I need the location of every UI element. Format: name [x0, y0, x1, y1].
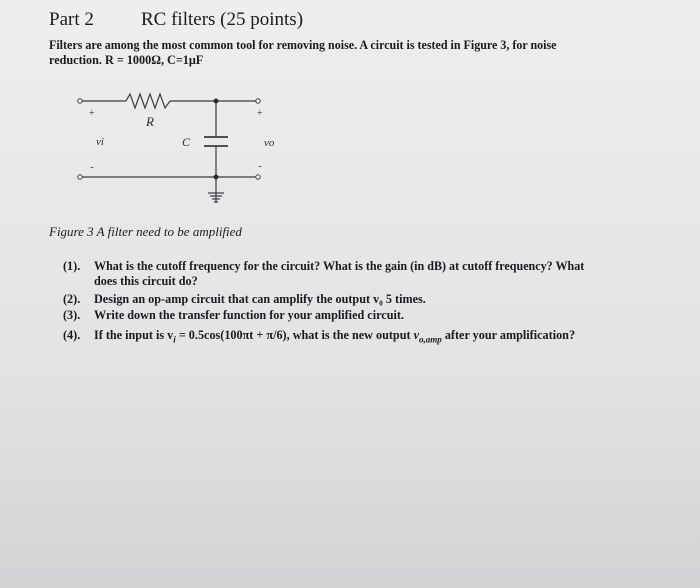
question-4-suffix: after your amplification?: [441, 328, 576, 342]
section-title: RC filters (25 points): [141, 9, 304, 30]
question-4-line-1: If the input is $v_i = 0.5\cos(100\pi t + \pi/6)$, what is the new output $v_{o,amp}$ after your amplification?: [94, 328, 576, 345]
capacitor-label: C: [182, 135, 191, 149]
vi-label: vi: [96, 136, 104, 148]
vo-label: vo: [264, 137, 275, 149]
terminal-in-bottom: [78, 175, 82, 179]
question-4-output-var: v: [413, 328, 420, 342]
junction-top: [214, 99, 219, 104]
figure-caption: Figure 3 A filter need to be amplified: [49, 224, 242, 239]
question-4-number: (4).: [63, 328, 81, 342]
resistor-label: R: [146, 114, 154, 129]
minus-right-label: -: [258, 160, 262, 172]
terminal-out-bottom: [256, 175, 260, 179]
minus-left-label: -: [90, 161, 94, 173]
question-4-output-subscript: o,amp: [419, 334, 442, 345]
intro-line-2: reduction. R = 1000Ω, C=1μF: [49, 53, 204, 67]
plus-right-label: +: [257, 108, 263, 119]
question-4-math: = 0.5cos(100πt + π/6), what is the new output: [175, 328, 414, 342]
plus-left-label: +: [89, 108, 95, 119]
page-shadow: [0, 360, 700, 588]
part-label: Part 2: [49, 9, 94, 30]
question-1-line-2: does this circuit do?: [94, 274, 198, 288]
question-4-prefix: If the input is v: [94, 328, 174, 342]
terminal-in-top: [78, 99, 82, 103]
intro-line-1: Filters are among the most common tool for removing noise. A circuit is tested in Figure 3, for noise: [49, 38, 557, 52]
resistor-symbol: [126, 94, 170, 108]
rc-filter-diagram: [60, 85, 300, 215]
question-1-number: (1).: [63, 259, 81, 273]
junction-bottom: [214, 175, 219, 180]
question-1-line-1: What is the cutoff frequency for the circuit? What is the gain (in dB) at cutoff frequency? What: [94, 259, 585, 273]
question-2-number: (2).: [63, 292, 81, 306]
question-3-number: (3).: [63, 308, 81, 322]
terminal-out-top: [256, 99, 260, 103]
question-2-line-1: Design an op-amp circuit that can amplify the output v₀ 5 times.: [94, 292, 426, 306]
question-3-line-1: Write down the transfer function for your amplified circuit.: [94, 308, 404, 322]
